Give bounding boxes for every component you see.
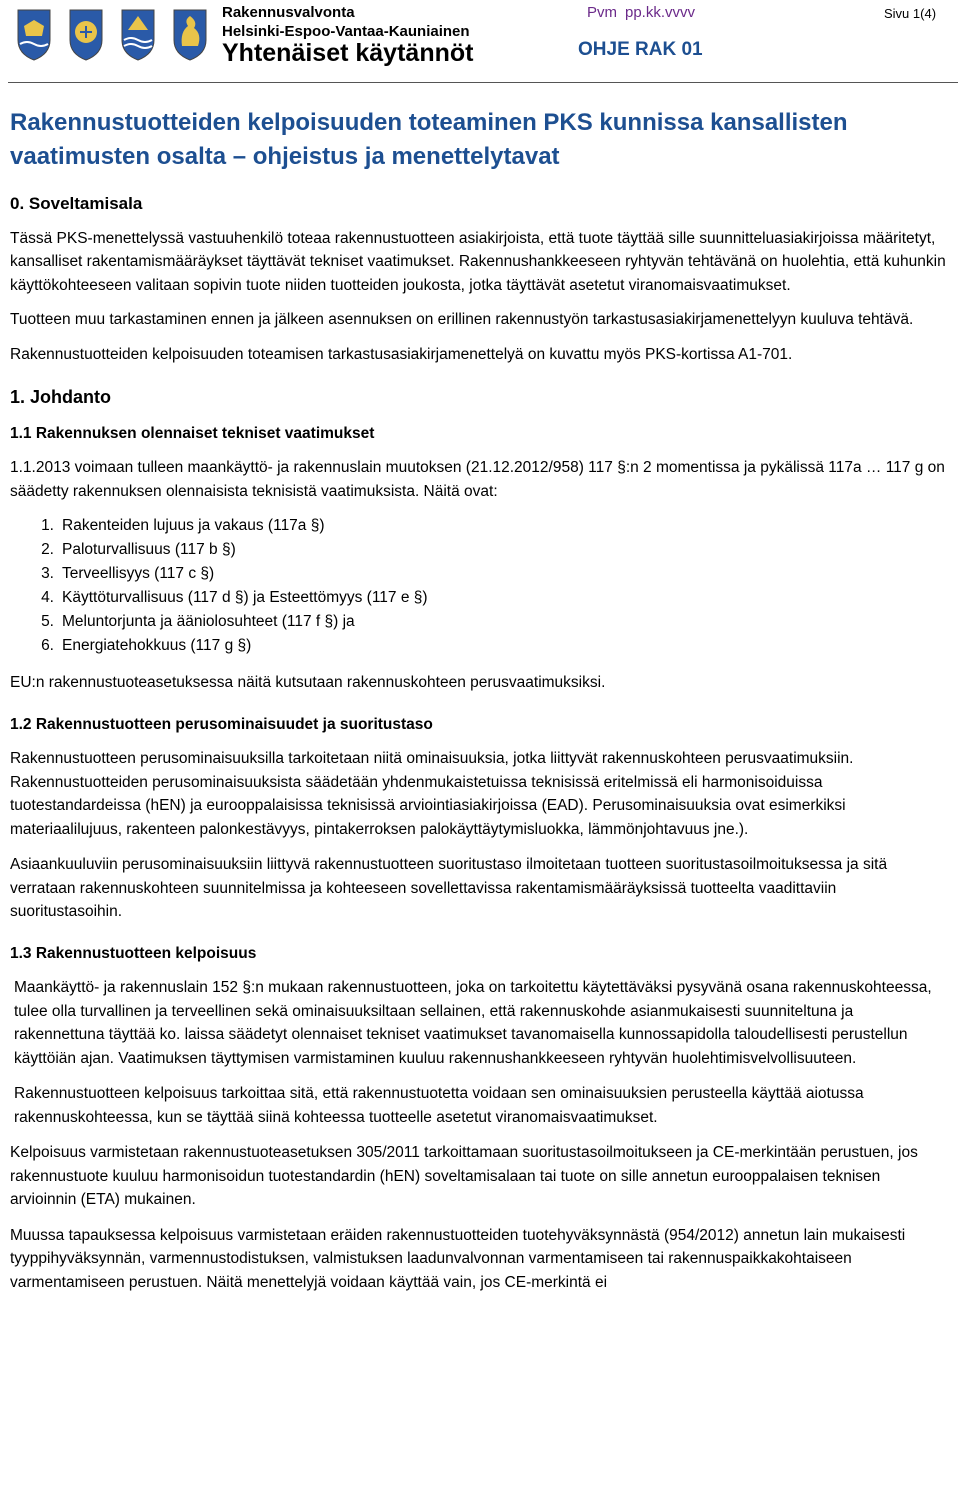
org-name: Rakennusvalvonta (222, 4, 355, 21)
list-item (10, 562, 948, 586)
list-text: Käyttöturvallisuus (117 d §) ja Esteettömyys (117 e §) (62, 589, 428, 607)
org-cities: Helsinki-Espoo-Vantaa-Kauniainen (222, 23, 470, 40)
helsinki-crest-icon (12, 6, 56, 62)
paragraph: Rakennustuotteen perusominaisuuksilla tarkoitetaan niitä ominaisuuksia, jotka liittyvät rakennuskohteen perusvaatimuksiin. Rakennustuotteiden perusominaisuuksista säädetään yhdenmukaistetuissa teknisissä eritelmissä eli harmonisoiduissa tuotestandardeissa (hEN) ja eurooppalaisissa teknisissä arviointiasiakirjoissa (EAD). Perusominaisuuksia ovat esimerkiksi materiaalilujuus, rakenteen palonkestävyys, pintakerroksen palokäyttäytymisluokka, lämmönjohtavuus jne.). (10, 750, 854, 838)
list-item (10, 634, 948, 658)
paragraph: Muussa tapauksessa kelpoisuus varmistetaan eräiden rakennustuotteiden tuotehyväksynnästä (954/2012) annetun lain mukaisesti tyyppihyväksynnän, varmennustodistuksen, valmistuksen laadunvalvonnan varmentamiseen tai rakennuspaikkakohtaiseen varmentamiseen perustuen. Näitä menettelyjä voidaan käyttää vain, jos CE-merkintä ei (10, 1226, 906, 1291)
list-text: Rakenteiden lujuus ja vakaus (117a §) (62, 517, 325, 535)
page-number: Sivu 1(4) (884, 6, 937, 21)
requirements-list (10, 514, 948, 658)
paragraph: Tässä PKS-menettelyssä vastuuhenkilö toteaa rakennustuotteen asiakirjoista, että tuote täyttää sille suunnitteluasiakirjoissa määritetyt, kansalliset rakentamismääräykset täyttävät tekniset vaatimukset. Rakennushankkeeseen ryhtyvän tehtävänä on huolehtia, että kuhunkin käyttökohteeseen valitaan sopivin tuote niiden tuotteiden joukosta, jotka täyttävät asetetut viranomaisvaatimukset. (10, 229, 946, 294)
list-text: Paloturvallisuus (117 b §) (62, 541, 236, 559)
list-number: 2. (41, 541, 54, 559)
paragraph: EU:n rakennustuoteasetuksessa näitä kutsutaan rakennuskohteen perusvaatimuksiksi. (10, 674, 606, 691)
date-value: pp.kk.vvvv (625, 4, 696, 21)
list-text: Energiatehokkuus (117 g §) (62, 637, 252, 655)
section-0-heading: 0. Soveltamisala (10, 194, 143, 213)
list-item (10, 610, 948, 634)
document-body (10, 192, 948, 1305)
kauniainen-crest-icon (168, 6, 212, 62)
list-number: 1. (41, 517, 54, 535)
paragraph: Kelpoisuus varmistetaan rakennustuoteasetuksen 305/2011 tarkoittamaan suoritustasoilmoitukseen ja CE-merkintään perustuen, jos rakennustuote kuuluu harmonisoidun tuotestandardin (hEN) soveltamisalaan tai tuote on sille annetun eurooppalaisen teknisen arvioinnin (ETA) mukainen. (10, 1144, 918, 1208)
date-label: Pvm (587, 4, 617, 21)
list-item (10, 538, 948, 562)
list-item (10, 586, 948, 610)
list-number: 3. (41, 565, 54, 583)
section-1-3-heading: 1.3 Rakennustuotteen kelpoisuus (10, 944, 257, 962)
paragraph: Asiaankuuluviin perusominaisuuksiin liittyvä rakennustuotteen suoritustaso ilmoitetaan tuotteen suoritustasoilmoituksessa ja sitä verrataan rakennuskohteen suunnitelmissa ja kohteeseen sovellettavissa rakentamismääräyksissä tuotteelta vaadittaviin suoritustasoihin. (10, 856, 888, 920)
document-code: OHJE RAK 01 (578, 39, 703, 60)
list-text: Meluntorjunta ja ääniolosuhteet (117 f §) ja (62, 613, 355, 631)
document-title: Rakennustuotteiden kelpoisuuden toteaminen PKS kunnissa kansallisten vaatimusten osalta – ohjeistus ja menettelytavat (10, 109, 848, 170)
paragraph: Rakennustuotteiden kelpoisuuden toteamisen tarkastusasiakirjamenettelyä on kuvattu myös PKS-kortissa A1-701. (10, 345, 793, 363)
header-divider (8, 82, 958, 83)
page-header (0, 0, 960, 86)
paragraph: Tuotteen muu tarkastaminen ennen ja jälkeen asennuksen on erillinen rakennustyön tarkastusasiakirjamenettelyyn kuuluva tehtävä. (10, 311, 914, 328)
paragraph: Maankäyttö- ja rakennuslain 152 §:n mukaan rakennustuotteen, joka on tarkoitettu käytettäväksi pysyvänä osana rakennuskohteessa, tulee olla turvallinen ja terveellinen sekä ominaisuuksiltaan sellainen, että rakennuskohde asianmukaisesti suunniteltuna ja rakennettuna täyttää ko. laissa säädetyt olennaiset tekniset vaatimukset tavanomaisella kunnossapidolla taloudellisesti perustellun käyttöiän ajan. Vaatimuksen täyttymisen varmistaminen kuuluu rakennushankkeeseen ryhtyvän huolehtimisvelvollisuuteen. (14, 979, 932, 1067)
municipal-crests (12, 6, 212, 62)
vantaa-crest-icon (116, 6, 160, 62)
list-item (10, 514, 948, 538)
header-title: Yhtenäiset käytännöt (222, 39, 474, 67)
list-number: 5. (41, 613, 54, 631)
paragraph: 1.1.2013 voimaan tulleen maankäyttö- ja rakennuslain muutoksen (21.12.2012/958) 117 §:n 2 momentissa ja pykälissä 117a … 117 g on säädetty rakennuksen olennaisista teknisistä vaatimuksista. Näitä ovat: (10, 459, 945, 500)
section-1-2-heading: 1.2 Rakennustuotteen perusominaisuudet ja suoritustaso (10, 715, 433, 733)
list-number: 6. (41, 637, 54, 655)
list-number: 4. (41, 589, 54, 607)
section-1-heading: 1. Johdanto (10, 387, 112, 407)
list-text: Terveellisyys (117 c §) (62, 565, 215, 583)
section-1-1-heading: 1.1 Rakennuksen olennaiset tekniset vaatimukset (10, 424, 375, 442)
paragraph: Rakennustuotteen kelpoisuus tarkoittaa sitä, että rakennustuotetta voidaan sen ominaisuuksien perusteella käyttää aiotussa rakennuskohteessa, kun se täyttää siinä kohteessa tuotteelle asetetut viranomaisvaatimukset. (14, 1085, 864, 1126)
espoo-crest-icon (64, 6, 108, 62)
